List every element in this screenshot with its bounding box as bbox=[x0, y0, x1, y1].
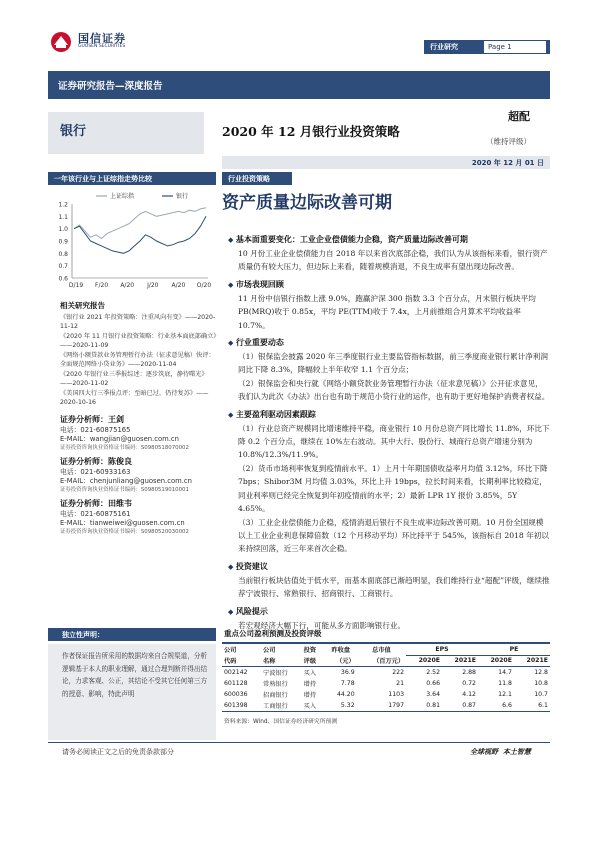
section-title: ◆ 行业重要动态 bbox=[228, 337, 550, 349]
forecast-table-block bbox=[222, 628, 550, 725]
table-row bbox=[222, 678, 550, 689]
table-cell: 常熟银行 bbox=[263, 681, 288, 688]
analyst-cert: 证券投资咨询执业资格证书编码：S0980520030002 bbox=[60, 529, 189, 535]
rating: 超配 bbox=[508, 110, 530, 123]
table-header-cell: PE bbox=[478, 643, 550, 655]
series-title: 证券研究报告—深度报告 bbox=[58, 81, 163, 92]
main-sections bbox=[228, 234, 550, 637]
rating-note: （维持评级） bbox=[486, 137, 531, 146]
table-cell: 买入 bbox=[303, 703, 317, 710]
table-header-cell: 2020E bbox=[478, 655, 514, 667]
section-title: ◆ 投资建议 bbox=[228, 561, 550, 573]
industry-name: 银行 bbox=[60, 124, 87, 139]
page-label: Page 1 bbox=[484, 41, 546, 53]
table-row bbox=[222, 667, 550, 679]
trend-chart bbox=[48, 188, 216, 298]
table-cell: 0.66 bbox=[426, 680, 441, 687]
report-type-tag: 行业研究 bbox=[430, 43, 458, 51]
table-cell: 21 bbox=[396, 680, 405, 687]
table-cell: 12.1 bbox=[498, 691, 512, 698]
table-header-cell: EPS bbox=[406, 643, 478, 655]
table-cell: 11.8 bbox=[498, 680, 512, 687]
table-cell: 5.32 bbox=[340, 702, 355, 709]
table-header-row bbox=[222, 643, 550, 655]
report-section bbox=[228, 337, 550, 404]
section-title: ◆ 风险提示 bbox=[228, 606, 550, 618]
brand-name-cn: 国信证券 bbox=[78, 32, 126, 45]
analyst-cert: 证券投资咨询执业资格证书编码：S0980518070002 bbox=[60, 445, 189, 451]
series-banner bbox=[48, 71, 550, 99]
table-row bbox=[222, 689, 550, 700]
analyst bbox=[60, 456, 218, 494]
table-cell: 0.81 bbox=[426, 702, 441, 709]
section-paragraph: 11 月份中信银行指数上涨 9.0%，跑赢沪深 300 指数 3.3 个百分点，月末银行板块平均 PB(MRQ)收于 0.85x，平均 PE(TTM)收于 7.4x，上月前推组合月算术平均收益率 10.7%。 bbox=[238, 293, 536, 330]
forecast-table bbox=[222, 642, 550, 712]
sidebar-chart-title: 一年该行业与上证综指走势比较 bbox=[54, 175, 152, 183]
analyst-cert: 证券投资咨询执业资格证书编码：S0980519010001 bbox=[60, 487, 189, 493]
related-title: 相关研究报告 bbox=[60, 301, 105, 310]
analyst-phone: 电话：021-60875165 bbox=[60, 426, 131, 434]
main-tag bbox=[222, 172, 292, 185]
report-title: 2020 年 12 月银行业投资策略 bbox=[222, 124, 400, 139]
table-cell: 7.78 bbox=[340, 680, 355, 687]
table-cell: 2.52 bbox=[426, 669, 441, 676]
table-cell: 12.8 bbox=[534, 669, 548, 676]
related-report-item[interactable]: 《银行业 2021 年投资策略：注重风向有变》——2020-11-12 bbox=[60, 314, 216, 330]
table-cell: 601128 bbox=[224, 680, 248, 687]
y-tick-label: 0.8 bbox=[58, 250, 68, 258]
analyst-email[interactable]: E-MAIL：wangjian@guosen.com.cn bbox=[60, 435, 179, 443]
table-cell: 2.88 bbox=[462, 669, 476, 676]
x-tick-label: A/20 bbox=[120, 282, 135, 289]
table-cell: 0.87 bbox=[462, 702, 476, 709]
section-paragraph: 当前银行板块估值处于低水平，而基本面底部已渐趋明显，我们维持行业“超配”评级，继续推荐宁波银行、常熟银行、招商银行、工商银行。 bbox=[238, 575, 550, 599]
table-source: 资料来源：Wind、国信证券经济研究所预测 bbox=[224, 719, 338, 725]
table-cell: 3.64 bbox=[426, 691, 441, 698]
table-header-cell: 评级 bbox=[302, 655, 325, 667]
analyst bbox=[60, 414, 218, 452]
analyst-title: 证券分析师：田维韦 bbox=[60, 499, 132, 508]
sidebar-chart-title-bar bbox=[48, 172, 216, 185]
report-section bbox=[228, 561, 550, 601]
table-cell: 6.6 bbox=[502, 702, 512, 709]
table-cell: 36.9 bbox=[340, 669, 355, 676]
section-paragraph: 若宏观经济大幅下行，可能从多方面影响银行业。 bbox=[238, 620, 406, 630]
x-tick-label: F/20 bbox=[95, 282, 109, 289]
table-cell: 601398 bbox=[224, 702, 248, 709]
disclaimer-bar bbox=[48, 628, 216, 641]
report-date: 2020 年 12 月 01 日 bbox=[471, 159, 544, 167]
table-header-cell: 2020E bbox=[406, 655, 442, 667]
analyst-phone: 电话：021-60933163 bbox=[60, 468, 131, 476]
table-header-cell: 公司 bbox=[224, 647, 237, 654]
footer-rule bbox=[48, 742, 550, 743]
table-header-cell: 名称 bbox=[261, 655, 302, 667]
legend-label: 银行 bbox=[176, 193, 189, 200]
main-headline: 资产质量边际改善可期 bbox=[222, 193, 392, 213]
guosen-logo-icon bbox=[48, 31, 74, 53]
table-cell: 600036 bbox=[224, 691, 248, 698]
y-tick-label: 0.9 bbox=[58, 238, 68, 246]
section-paragraph: （1）行业总资产规模同比增速维持平稳，商业银行 10 月份总资产同比增长 11.8%，环比下降 0.2 个百分点，继续在 10%左右波动。其中大行、股份行、城商行总资产增速分别为 10.8%/12.3%/11.9%。 bbox=[238, 423, 550, 460]
table-header-cell: 公司 bbox=[263, 647, 276, 654]
analyst-email[interactable]: E-MAIL：chenjunliang@guosen.com.cn bbox=[60, 477, 192, 485]
table-cell: 4.12 bbox=[462, 691, 476, 698]
y-tick-label: 0.7 bbox=[58, 263, 68, 271]
table-header-cell: （元） bbox=[325, 655, 357, 667]
footer-slogan: 全球视野 本土智慧 bbox=[470, 748, 531, 756]
section-paragraph: （2）货币市场利率恢复到疫情前水平。1）上月十年期国债收益率月均值 3.12%，环比下降 7bps；Shibor3M 月均值 3.03%，环比上升 19bps，拉长时间来看，长期利率比较稳定，同业利率则已经完全恢复到年初疫情前的水平；2）最新 LPR 1Y 报价 3.85%，5Y 4.65%。 bbox=[238, 463, 548, 514]
section-paragraph: （2）银保监会和央行就《网络小额贷款业务管理暂行办法（征求意见稿）》公开征求意见，我们认为此次《办法》出台也有助于规范小贷行业的运作，也有助于更好地保护消费者权益。 bbox=[238, 378, 550, 402]
report-section bbox=[228, 409, 550, 556]
table-header-cell: 投资 bbox=[303, 647, 317, 654]
y-tick-label: 1.1 bbox=[58, 213, 68, 221]
report-section bbox=[228, 234, 550, 274]
table-cell: 买入 bbox=[303, 670, 317, 677]
table-cell: 14.7 bbox=[498, 669, 512, 676]
table-cell: 增持 bbox=[303, 692, 317, 699]
table-cell: 6.1 bbox=[538, 702, 548, 709]
table-header-cell: 代码 bbox=[222, 655, 261, 667]
table-cell: 增持 bbox=[303, 681, 317, 688]
section-paragraph: （1）银保监会披露 2020 年三季度银行业主要监管指标数据，前三季度商业银行累计净利润同比下降 8.3%，降幅较上半年收窄 1.1 个百分点； bbox=[238, 352, 548, 375]
report-section bbox=[228, 279, 550, 332]
related-report-item[interactable]: 《2020 年银行业三季报综述：逐步筑底，静待曙光》——2020-11-02 bbox=[60, 371, 208, 387]
table-header-cell: （百万元） bbox=[357, 655, 406, 667]
table-cell: 宁波银行 bbox=[263, 670, 288, 677]
related-list bbox=[60, 313, 218, 407]
table-cell: 1103 bbox=[388, 691, 405, 698]
table-header-cell: 2021E bbox=[514, 655, 550, 667]
date-bar bbox=[222, 156, 550, 169]
table-cell: 0.72 bbox=[462, 680, 476, 687]
table-header-cell: 昨收盘 bbox=[331, 647, 351, 654]
industry-box bbox=[48, 112, 204, 154]
brand-logo bbox=[48, 30, 208, 56]
disclaimer-box bbox=[48, 644, 216, 740]
series-line-bank bbox=[74, 216, 206, 253]
footer-note: 请务必阅读正文之后的免责条款部分 bbox=[62, 748, 174, 756]
section-paragraph: （3）工业企业偿债能力企稳，疫情消退后银行不良生成率边际改善可期。10 月份全国规模以上工业企业利息保障倍数（12 个月移动平均）环比持平于 545%，该指标自 2018 年初以来持续回落，近三年来首次企稳。 bbox=[238, 517, 549, 554]
section-title: ◆ 基本面重要变化：工业企业偿债能力企稳，资产质量边际改善可期 bbox=[228, 234, 550, 246]
main-tag-label: 行业投资策略 bbox=[228, 175, 270, 183]
related-reports bbox=[60, 300, 218, 408]
table-header-cell: 2021E bbox=[442, 655, 478, 667]
x-tick-label: J/20 bbox=[147, 282, 159, 289]
table-cell: 002142 bbox=[224, 669, 248, 676]
x-tick-label: D/19 bbox=[68, 282, 84, 289]
analyst bbox=[60, 498, 218, 536]
table-cell: 44.20 bbox=[336, 691, 355, 698]
table-cell: 10.8 bbox=[534, 680, 548, 687]
section-paragraph: 10 月份工业企业偿债能力自 2018 年以来首次底部企稳，我们认为从该指标来看，银行资产质量仍有较大压力，但边际上来看，随着规模消退，不良生成率有望出现边际改善。 bbox=[238, 249, 548, 272]
related-report-item[interactable]: 《网络小额贷款业务管理暂行办法（征求意见稿）快评：全面规范网络小贷业务》——2020-11-04 bbox=[60, 352, 215, 368]
table-cell: 招商银行 bbox=[263, 692, 288, 699]
related-report-item[interactable]: 《2020 年 11 月银行业投资策略：行业基本面底部确立》——2020-11-09 bbox=[60, 333, 217, 349]
y-tick-label: 1.2 bbox=[58, 201, 68, 209]
legend-label: 上证综指 bbox=[110, 193, 135, 200]
disclaimer-text: 作者保证报告所采用的数据均来自合规渠道，分析逻辑基于本人的职业理解，通过合理判断并得出结论，力求客观、公正，其结论不受其它任何第三方的授意、影响，特此声明 bbox=[62, 652, 208, 698]
table-header-row bbox=[222, 655, 550, 667]
y-tick-label: 1.0 bbox=[58, 226, 68, 234]
series-line-index bbox=[74, 208, 206, 239]
table-row bbox=[222, 700, 550, 712]
x-tick-label: A/20 bbox=[171, 282, 186, 289]
x-tick-label: O/20 bbox=[196, 282, 212, 289]
brand-name-en: GUOSEN SECURITIES bbox=[78, 44, 126, 49]
section-title: ◆ 市场表现回顾 bbox=[228, 279, 550, 291]
table-header-cell: 总市值 bbox=[372, 647, 391, 654]
top-right-bar bbox=[424, 40, 550, 54]
table-title: 重点公司盈利预测及投资评级 bbox=[224, 629, 322, 638]
analyst-title: 证券分析师：王剑 bbox=[60, 415, 124, 424]
analyst-phone: 电话：021-60875161 bbox=[60, 510, 131, 518]
analyst-block bbox=[60, 414, 218, 540]
related-report-item[interactable]: 《美国四大行三季报点评：至暗已过，仍待复苏》——2020-10-16 bbox=[60, 390, 209, 406]
table-cell: 10.7 bbox=[534, 691, 548, 698]
table-cell: 1797 bbox=[388, 702, 405, 709]
disclaimer-title: 独立性声明： bbox=[62, 631, 104, 639]
y-tick-label: 0.6 bbox=[58, 275, 68, 283]
table-cell: 222 bbox=[392, 669, 405, 676]
table-cell: 工商银行 bbox=[263, 703, 288, 710]
section-title: ◆ 主要盈利驱动因素跟踪 bbox=[228, 409, 550, 421]
analyst-email[interactable]: E-MAIL：tianweiwei@guosen.com.cn bbox=[60, 519, 185, 527]
analyst-title: 证券分析师：陈俊良 bbox=[60, 457, 132, 466]
